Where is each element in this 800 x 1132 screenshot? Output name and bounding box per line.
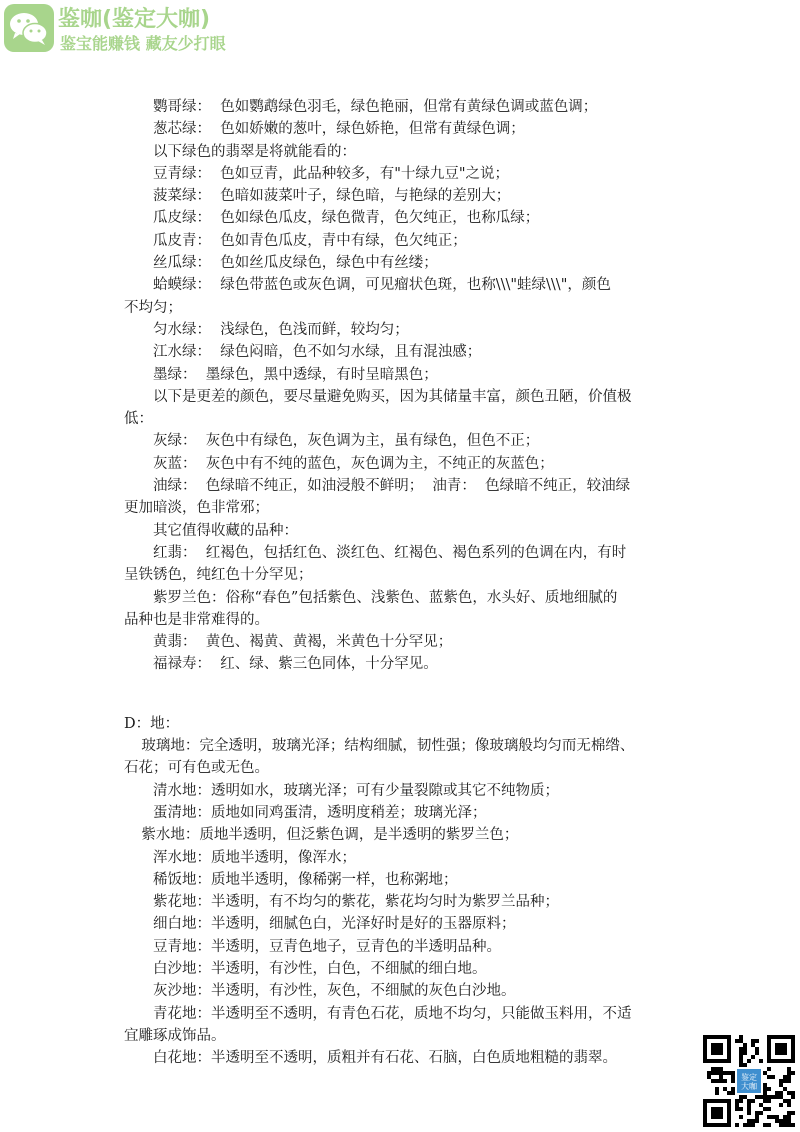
- wechat-icon: [4, 4, 54, 52]
- text-line: 其它值得收藏的品种：: [153, 522, 298, 539]
- text-line: 品种也是非常难得的。: [124, 611, 269, 628]
- text-line: 瓜皮青： 色如青色瓜皮，青中有绿，色欠纯正；: [153, 232, 467, 249]
- text-line: 灰沙地：半透明，有沙性，灰色，不细腻的灰色白沙地。: [153, 983, 516, 1000]
- text-line: 葱芯绿： 色如娇嫩的葱叶，绿色娇艳，但常有黄绿色调；: [153, 121, 525, 138]
- text-line: 墨绿： 墨绿色，黑中透绿，有时呈暗黑色；: [153, 366, 438, 383]
- text-line: 紫水地：质地半透明，但泛紫色调，是半透明的紫罗兰色；: [141, 827, 519, 844]
- text-line: 福禄寿： 红、绿、紫三色同体，十分罕见。: [153, 656, 438, 673]
- watermark-subtitle: 鉴宝能赚钱 藏友少打眼: [60, 34, 226, 53]
- text-line: 细白地：半透明，细腻色白，光泽好时是好的玉器原料；: [153, 916, 516, 933]
- text-line: 更加暗淡，色非常邪；: [124, 500, 269, 517]
- text-line: 青花地：半透明至不透明，有青色石花，质地不均匀，只能做玉料用，不适: [153, 1005, 632, 1022]
- text-line: 以下绿色的翡翠是将就能看的：: [153, 143, 356, 160]
- watermark-logo: [4, 2, 254, 54]
- text-line: 蛋清地：质地如同鸡蛋清，透明度稍差；玻璃光泽；: [153, 804, 487, 821]
- ground-types-section: [124, 713, 680, 1070]
- text-line: 紫罗兰色：俗称“春色”包括紫色、浅紫色、蓝紫色，水头好、质地细腻的: [153, 589, 618, 606]
- text-line: 低：: [124, 411, 153, 428]
- qr-code-image: [703, 1035, 795, 1127]
- text-line: 紫花地：半透明，有不均匀的紫花，紫花均匀时为紫罗兰品种；: [153, 894, 559, 911]
- text-line: 稀饭地：质地半透明，像稀粥一样，也称粥地；: [153, 871, 458, 888]
- text-line: 浑水地：质地半透明，像浑水；: [153, 849, 356, 866]
- color-grades-section: [124, 96, 680, 676]
- text-line: 江水绿： 绿色闷暗，色不如匀水绿，且有混浊感；: [153, 344, 482, 361]
- text-line: 玻璃地：完全透明，玻璃光泽；结构细腻，韧性强；像玻璃般均匀而无棉绺、: [141, 738, 635, 755]
- text-line: 灰绿： 灰色中有绿色，灰色调为主，虽有绿色，但色不正；: [153, 433, 540, 450]
- text-line: 蛤蟆绿： 绿色带蓝色或灰色调，可见瘤状色斑，也称\\\"蛙绿\\\"，颜色: [153, 277, 611, 294]
- document-body: [124, 96, 680, 1069]
- watermark-title: 鉴咖(鉴定大咖): [58, 7, 211, 32]
- text-line: 灰蓝： 灰色中有不纯的蓝色，灰色调为主，不纯正的灰蓝色；: [153, 455, 554, 472]
- text-line: 清水地：透明如水，玻璃光泽；可有少量裂隙或其它不纯物质；: [153, 782, 559, 799]
- qr-badge-label-bottom: 大咖: [741, 1082, 757, 1091]
- section-gap: [124, 676, 680, 713]
- text-line: 黄翡： 黄色、褐黄、黄褐，米黄色十分罕见；: [153, 634, 453, 651]
- text-line: 丝瓜绿： 色如丝瓜皮绿色，绿色中有丝缕；: [153, 255, 438, 272]
- text-line: 白沙地：半透明，有沙性，白色，不细腻的细白地。: [153, 960, 487, 977]
- qr-badge-label-top: 鉴定: [741, 1073, 757, 1082]
- text-line: 石花；可有色或无色。: [124, 760, 269, 777]
- text-line: 不均匀；: [124, 299, 182, 316]
- text-line: 鹦哥绿： 色如鹦鹉绿色羽毛，绿色艳丽，但常有黄绿色调或蓝色调；: [153, 99, 598, 115]
- text-line: 豆青地：半透明，豆青色地子，豆青色的半透明品种。: [153, 938, 501, 955]
- text-line: 以下是更差的颜色，要尽量避免购买，因为其储量丰富，颜色丑陋，价值极: [153, 388, 632, 405]
- text-line: 呈铁锈色，纯红色十分罕见；: [124, 567, 313, 584]
- text-line: D：地：: [124, 715, 180, 732]
- text-line: 白花地：半透明至不透明，质粗并有石花、石脑，白色质地粗糙的翡翠。: [153, 1050, 617, 1067]
- text-line: 豆青绿： 色如豆青，此品种较多，有"十绿九豆"之说；: [153, 165, 510, 182]
- text-line: 匀水绿： 浅绿色，色浅而鲜，较均匀；: [153, 321, 409, 338]
- text-line: 瓜皮绿： 色如绿色瓜皮，绿色微青，色欠纯正，也称瓜绿；: [153, 210, 540, 227]
- text-line: 红翡： 红褐色，包括红色、淡红色、红褐色、褐色系列的色调在内，有时: [153, 544, 627, 561]
- text-line: 菠菜绿： 色暗如菠菜叶子，绿色暗，与艳绿的差别大；: [153, 188, 511, 205]
- qr-code: [703, 1035, 795, 1127]
- text-line: 油绿： 色绿暗不纯正，如油浸般不鲜明； 油青： 色绿暗不纯正，较油绿: [153, 478, 631, 495]
- text-line: 宜雕琢成饰品。: [124, 1027, 226, 1044]
